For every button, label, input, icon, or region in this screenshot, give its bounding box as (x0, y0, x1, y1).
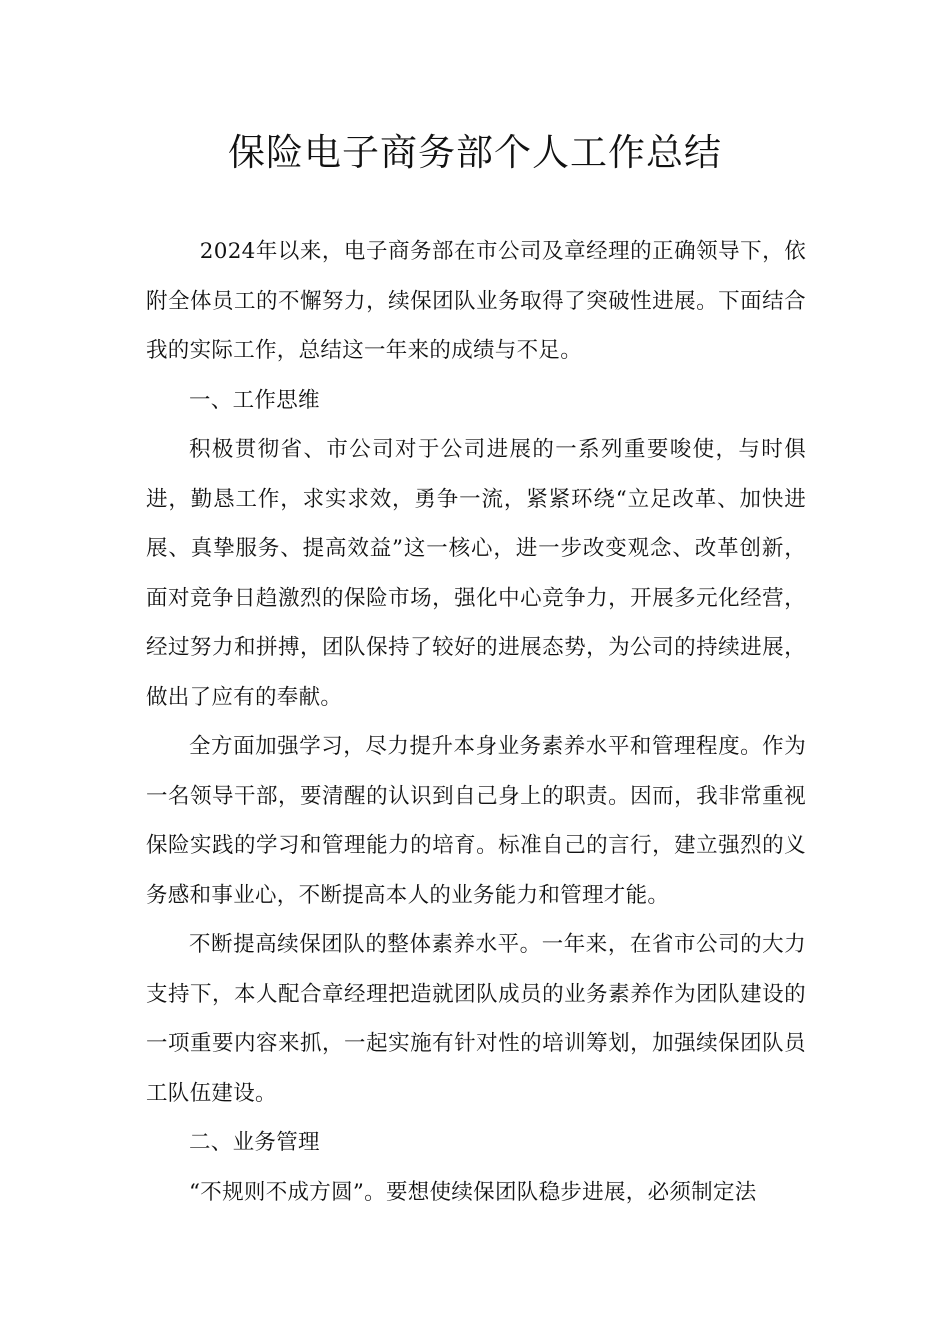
document-title: 保险电子商务部个人工作总结 (228, 131, 722, 174)
paragraph-work-thinking: 积极贯彻省、市公司对于公司进展的一系列重要唆使，与时俱进，勤恳工作，求实求效，勇争一流，紧紧环绕“立足改革、加快进展、真挚服务、提高效益”这一核心，进一步改变观念、改革创新，面对竞争日趋激烈的保险市场，强化中心竞争力，开展多元化经营，经过努力和拼搏，团队保持了较好的进展态势，为公司的持续进展，做出了应有的奉献。 (146, 437, 806, 710)
document-body (146, 227, 806, 1217)
section-heading-business-management: 二、业务管理 (189, 1130, 320, 1155)
paragraph-team-quality: 不断提高续保团队的整体素养水平。一年来，在省市公司的大力支持下，本人配合章经理把造就团队成员的业务素养作为团队建设的一项重要内容来抓，一起实施有针对性的培训筹划，加强续保团队员工队伍建设。 (146, 932, 806, 1106)
paragraph-learning: 全方面加强学习，尽力提升本身业务素养水平和管理程度。作为一名领导干部，要清醒的认识到自己身上的职责。因而，我非常重视保险实践的学习和管理能力的培育。标准自己的言行，建立强烈的义务感和事业心，不断提高本人的业务能力和管理才能。 (146, 734, 806, 908)
paragraph-rules: “不规则不成方圆”。要想使续保团队稳步进展，必须制定法 (189, 1179, 757, 1205)
section-heading-work-thinking: 一、工作思维 (189, 387, 320, 413)
paragraph-intro: 2024年以来，电子商务部在市公司及章经理的正确领导下，依附全体员工的不懈努力，续保团队业务取得了突破性进展。下面结合我的实际工作，总结这一年来的成绩与不足。 (146, 239, 806, 363)
